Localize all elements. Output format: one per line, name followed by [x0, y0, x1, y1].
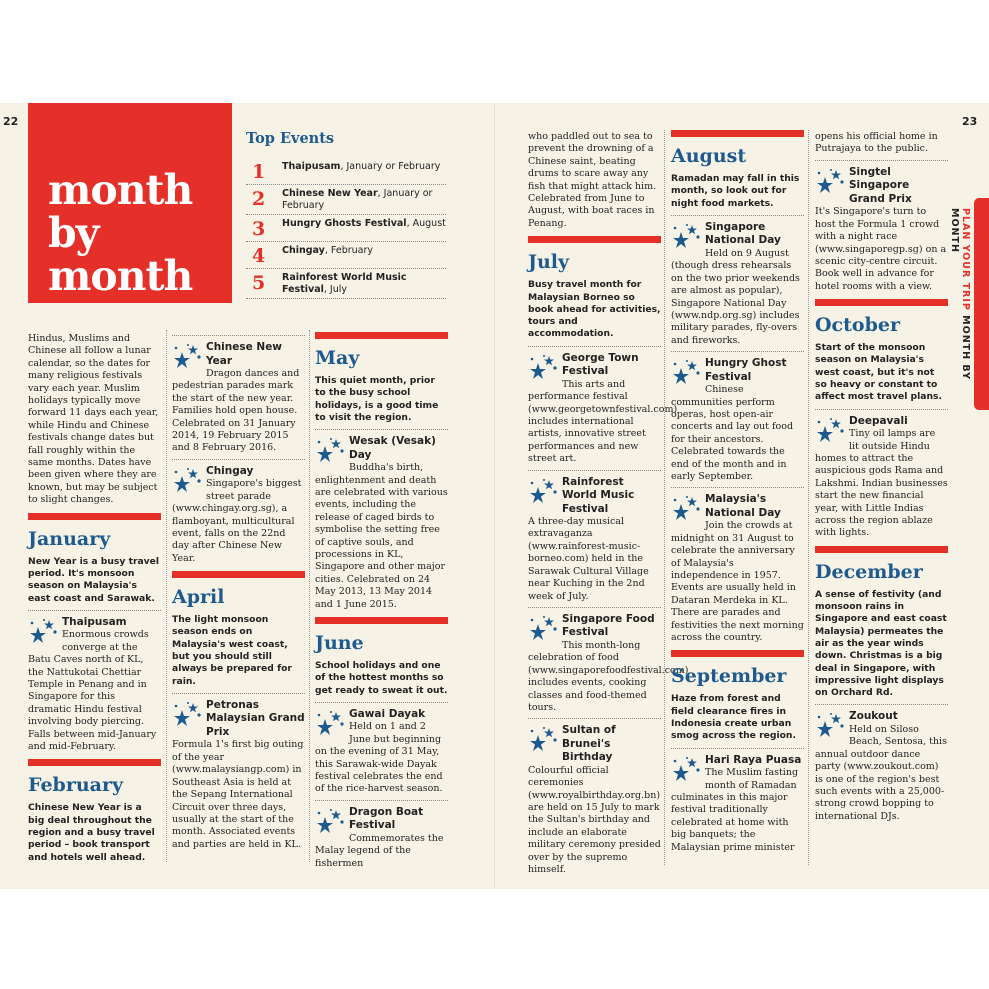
- event-title: Singapore National Day: [705, 220, 781, 247]
- column-5: [671, 124, 804, 858]
- top-event-number: 3: [252, 218, 266, 241]
- top-events-heading: Top Events: [246, 130, 335, 147]
- section-rule: [671, 130, 804, 137]
- event-description: Chinese communities perform operas, host open-air concerts and lay out food for their ancestors. Celebrated towards the end of the month and in early September.: [671, 384, 794, 482]
- top-event-number: 4: [252, 245, 266, 268]
- event-entry: [28, 610, 161, 754]
- star-fireworks-icon: [172, 701, 202, 727]
- event-entry: [528, 346, 678, 466]
- page-gutter: [494, 103, 495, 889]
- star-fireworks-icon: [671, 359, 701, 385]
- side-tab-chapter: MONTH BY MONTH: [949, 208, 971, 381]
- month-intro: This quiet month, prior to the busy school holidays, is a good time to visit the region.: [315, 375, 439, 423]
- event-title: Hungry Ghost Festival: [705, 357, 787, 383]
- top-event-date: , January or February: [282, 188, 433, 211]
- top-event-item: [246, 269, 446, 299]
- month-intro: New Year is a busy travel period. It's monsoon season on Malaysia's east coast and Sarawak.: [28, 555, 160, 604]
- column-4: [528, 131, 689, 881]
- page-number-right: 23: [962, 115, 978, 128]
- top-events-list: [246, 158, 446, 299]
- month-heading: December: [815, 560, 923, 583]
- column-divider: [166, 330, 167, 862]
- month-intro: Haze from forest and field clearance fires in Indonesia create urban smog across the region.: [671, 693, 796, 742]
- body-text: opens his official home in Putrajaya to the public.: [815, 131, 938, 155]
- star-fireworks-icon: [815, 168, 845, 194]
- event-entry: [172, 693, 305, 851]
- month-intro: A sense of festivity (and monsoon rains in Singapore and east coast Malaysia) permeates the air as the year winds down. Christmas is a big deal in Singapore, with impressive light displays on Orchard Rd.: [815, 588, 947, 699]
- event-description: It's Singapore's turn to host the Formula 1 crowd with a night race (www.singaporegp.sg) on a scenic city-centre circuit. Book well in advance for hotel rooms with a view.: [815, 206, 947, 292]
- top-event-name: Chinese New Year: [282, 188, 378, 199]
- event-description: Enormous crowds converge at the Batu Caves north of KL, the Nattukotai Chettiar Temple in Penang and in Singapore for this dramatic Hindu festival involving body piercing. Falls between mid-January and mid-February.: [28, 629, 157, 753]
- column-divider: [664, 130, 665, 865]
- event-entry: [315, 429, 448, 611]
- event-title: Dragon Boat Festival: [349, 805, 424, 832]
- month-heading: September: [671, 665, 787, 688]
- event-description: Buddha's birth, enlightenment and death are celebrated with various events, including the release of caged birds to symbolise the setting free of captive souls, and processions in KL, Singapore and other major cities. Celebrated on 24 May 2013, 13 May 2014 and 1 June 2015.: [315, 462, 448, 610]
- top-event-number: 1: [252, 161, 266, 183]
- top-event-item: [246, 242, 446, 269]
- column-3: [315, 326, 448, 874]
- event-entry: [172, 335, 305, 455]
- star-fireworks-icon: [671, 223, 701, 249]
- top-event-name: Chingay: [282, 245, 325, 257]
- event-title: Zoukout: [849, 710, 898, 723]
- star-fireworks-icon: [671, 495, 701, 521]
- month-heading: July: [528, 251, 570, 274]
- month-heading: June: [315, 632, 364, 655]
- event-description: The Muslim fasting month of Ramadan culminates in this major festival traditionally celebrated at home with big banquets; the Malaysian prime minister: [671, 767, 799, 853]
- column-1: [28, 333, 161, 869]
- top-event-item: [246, 158, 446, 185]
- top-event-number: 2: [252, 188, 266, 210]
- event-title: Thaipusam: [62, 615, 127, 628]
- month-intro: School holidays and one of the hottest months so get ready to sweat it out.: [315, 660, 448, 696]
- month-heading: August: [671, 145, 747, 167]
- star-fireworks-icon: [671, 756, 701, 782]
- body-text: Hindus, Muslims and Chinese all follow a lunar calendar, so the dates for many religious festivals vary each year. Muslim holidays typically move forward 11 days each year, while Hindu and Chinese festivals change dates but fall roughly within the same months. Dates have been given where they are known, but may be subject to slight changes.: [28, 333, 159, 506]
- month-intro: Ramadan may fall in this month, so look out for night food markets.: [671, 173, 800, 209]
- month-heading: May: [315, 347, 360, 369]
- top-event-item: [246, 215, 446, 242]
- column-divider: [808, 130, 809, 865]
- month-heading: October: [815, 314, 900, 337]
- event-title: George Town Festival: [562, 351, 639, 378]
- section-rule: [528, 236, 661, 243]
- event-description: Held on Siloso Beach, Sentosa, this annual outdoor dance party (www.zoukout.com) is one of the region's best such events with a 25,000-strong crowd bopping to international DJs.: [815, 723, 947, 822]
- page-number-left: 22: [3, 115, 19, 128]
- event-description: Singapore's biggest street parade (www.chingay.org.sg), a flamboyant, multicultural event, falls on the 22nd day after Chinese New Year.: [172, 478, 302, 564]
- section-rule: [28, 759, 161, 766]
- title-line: by: [48, 209, 99, 257]
- event-description: Commemorates the Malay legend of the fishermen: [315, 832, 444, 869]
- side-tab: [974, 198, 989, 410]
- event-description: This month-long celebration of food (www.singaporefoodfestival.com) includes events, cooking classes and food-themed tours.: [528, 639, 689, 713]
- star-fireworks-icon: [172, 467, 202, 493]
- event-entry: [315, 702, 448, 796]
- month-intro: Busy travel month for Malaysian Borneo so book ahead for activities, tours and accommodation.: [528, 279, 661, 340]
- month-heading: April: [172, 586, 225, 609]
- top-event-name: Thaipusam: [282, 161, 341, 172]
- event-description: Held on 1 and 2 June but beginning on the evening of 31 May, this Sarawak-wide Dayak festival celebrates the end of the rice-harvest season.: [315, 721, 443, 795]
- star-fireworks-icon: [315, 710, 345, 736]
- event-title: Wesak (Vesak) Day: [349, 435, 436, 461]
- star-fireworks-icon: [528, 354, 558, 380]
- month-intro: Start of the monsoon season on Malaysia's west coast, but it's not so heavy or constant to affect most travel plans.: [815, 342, 942, 403]
- top-event-date: , July: [323, 283, 347, 295]
- star-fireworks-icon: [528, 726, 558, 752]
- event-entry: [671, 487, 804, 644]
- event-entry: [315, 800, 448, 870]
- month-intro: The light monsoon season ends on Malaysia's west coast, but you should still always be prepared for rain.: [172, 614, 292, 687]
- star-fireworks-icon: [315, 808, 345, 834]
- event-entry: [671, 748, 804, 854]
- event-description: Formula 1's first big outing of the year (www.malaysiangp.com) in Southeast Asia is held at the Sepang International Circuit over three days, usually at the start of the month. Associated events and parties are held in KL.: [172, 739, 304, 850]
- star-fireworks-icon: [28, 618, 58, 644]
- column-6: [815, 131, 948, 827]
- event-description: A three-day musical extravaganza (www.rainforest-music-borneo.com) held in the Sarawak Cultural Village near Kuching in the 2nd week of July.: [528, 516, 649, 602]
- event-entry: [671, 351, 804, 483]
- top-event-item: [246, 185, 446, 215]
- month-heading: February: [28, 774, 124, 797]
- event-entry: [528, 607, 689, 714]
- top-event-name: Rainforest World Music Festival: [282, 272, 407, 295]
- star-fireworks-icon: [815, 417, 845, 443]
- title-line: month: [48, 166, 193, 214]
- top-event-date: , February: [324, 245, 374, 257]
- event-title: Malaysia's National Day: [705, 493, 781, 519]
- star-fireworks-icon: [528, 615, 558, 641]
- column-2: [172, 331, 305, 855]
- month-heading: January: [28, 527, 111, 550]
- top-event-date: , August: [406, 218, 446, 230]
- event-title: Sultan of Brunei's Birthday: [562, 724, 616, 764]
- star-fireworks-icon: [172, 343, 202, 369]
- section-rule: [315, 617, 448, 624]
- event-description: Join the crowds at midnight on 31 August to celebrate the anniversary of Malaysia's independence in 1957. Events are usually held in Dataran Merdeka in KL. There are parades and festivities the next morning across the country.: [671, 520, 804, 644]
- event-entry: [528, 718, 661, 876]
- column-divider: [309, 330, 310, 862]
- event-title: Singtel Singapore Grand Prix: [849, 165, 912, 205]
- section-rule: [28, 513, 161, 520]
- side-tab-label: [949, 208, 971, 398]
- section-rule: [172, 571, 305, 578]
- event-title: Deepavali: [849, 414, 908, 427]
- event-title: Rainforest World Music Festival: [562, 475, 635, 515]
- event-entry: [815, 409, 948, 540]
- top-event-date: , January or February: [340, 161, 441, 172]
- event-title: Gawai Dayak: [349, 707, 426, 720]
- star-fireworks-icon: [315, 437, 345, 463]
- title-box: [28, 103, 232, 303]
- top-event-name: Hungry Ghosts Festival: [282, 218, 407, 230]
- event-description: Dragon dances and pedestrian parades mark the start of the new year. Families hold open house. Celebrated on 31 January 2014, 19 February 2015 and 8 February 2016.: [172, 368, 300, 454]
- event-description: This arts and performance festival (www.georgetownfestival.com) includes international artists, innovative street performances and new street art.: [528, 378, 678, 465]
- event-description: Tiny oil lamps are lit outside Hindu homes to attract the auspicious gods Rama and Lakshmi. Indian businesses start the new financial year, with Little Indias across the region ablaze with lights.: [815, 428, 948, 539]
- month-intro: Chinese New Year is a big deal throughout the region and a busy travel period – book transport and hotels well ahead.: [28, 802, 155, 863]
- section-rule: [671, 650, 804, 657]
- section-rule: [315, 332, 448, 339]
- event-entry: [671, 215, 804, 347]
- page-title: [48, 166, 193, 300]
- side-tab-section: PLAN YOUR TRIP: [960, 208, 971, 311]
- body-text: who paddled out to sea to prevent the drowning of a Chinese saint, beating drums to scare away any fish that might attack him. Celebrated from June to August, with boat races in Penang.: [528, 131, 657, 229]
- event-entry: [815, 160, 948, 293]
- event-description: Held on 9 August (though dress rehearsals on the two prior weekends are almost as popular), Singapore National Day (www.ndp.org.sg) includes military parades, fly-overs and fireworks.: [671, 247, 800, 346]
- event-title: Singapore Food Festival: [562, 612, 655, 639]
- event-title: Chingay: [206, 464, 254, 477]
- event-description: Colourful official ceremonies (www.royalbirthday.org.bn) are held on 15 July to mark the Sultan's birthday and include an elaborate military ceremony presided over by the supremo himself.: [528, 764, 661, 876]
- event-title: Petronas Malaysian Grand Prix: [206, 698, 305, 738]
- star-fireworks-icon: [815, 712, 845, 738]
- section-rule: [815, 546, 948, 553]
- event-entry: [528, 470, 661, 603]
- event-entry: [172, 459, 305, 565]
- top-event-number: 5: [252, 272, 266, 295]
- event-title: Hari Raya Puasa: [705, 753, 802, 766]
- title-line: month: [48, 252, 193, 300]
- section-rule: [815, 299, 948, 306]
- event-entry: [815, 704, 948, 823]
- event-title: Chinese New Year: [206, 341, 283, 367]
- star-fireworks-icon: [528, 478, 558, 504]
